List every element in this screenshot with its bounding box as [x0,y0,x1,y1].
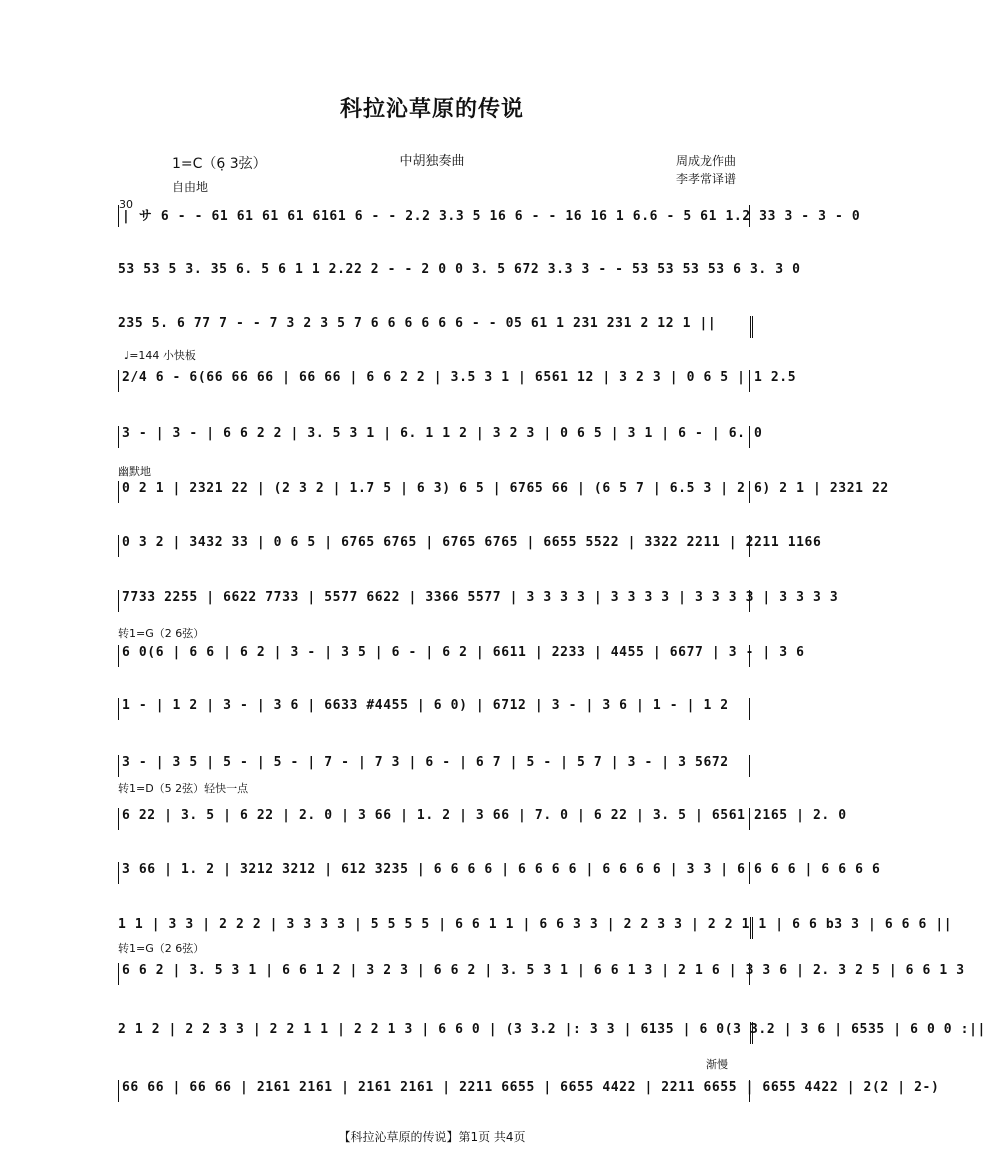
key-signature: 1=C（6̣ 3弦） [172,156,267,172]
page-footer: 【科拉沁草原的传说】第1页 共4页 [338,1130,526,1144]
score-row-14: 1 1 | 3 3 | 2 2 2 | 3 3 3 3 | 5 5 5 5 | 6 6 1 1 | 6 6 3 3 | 2 2 3 3 | 2 2 1 1 | 6 6 b3 3 | 6 6 6 || [118,917,753,939]
score-row-7: 0 3 2 | 3432 33 | 0 6 5 | 6765 6765 | 6765 6765 | 6655 5522 | 3322 2211 | 2211 1166 [118,535,750,557]
score-row-6: 0 2 1 | 2321 22 | (2 3 2 | 1.7 5 | 6 3) 6 5 | 6765 66 | (6 5 7 | 6.5 3 | 2 6) 2 1 | 2321 22 [118,481,750,503]
tempo-marking-free: 自由地 [172,180,209,194]
score-row-13: 3 66 | 1. 2 | 3212 3212 | 612 3235 | 6 6 6 6 | 6 6 6 6 | 6 6 6 6 | 3 3 | 6 6 6 6 | 6 6 6 6 [118,862,750,884]
score-row-2: 53 53 5 3. 35 6. 5 6 1 1 2.22 2 - - 2 0 0 3. 5 672 3.3 3 - - 53 53 53 53 6 3. 3 0 [118,262,801,277]
score-row-4: 2/4 6 - 6(66 66 66 | 66 66 | 6 6 2 2 | 3.5 3 1 | 6561 12 | 3 2 3 | 0 6 5 | 1 2.5 [118,370,750,392]
key-change-g: 转1=G（2 6弦） [118,627,205,640]
tempo-marking-fast: ♩=144 小快板 [124,349,196,362]
score-row-11: 3 - | 3 5 | 5 - | 5 - | 7 - | 7 3 | 6 - | 6 7 | 5 - | 5 7 | 3 - | 3 5672 [118,755,750,777]
arranger-credit: 李孝常译谱 [676,172,737,186]
expression-humorous: 幽默地 [118,465,151,478]
score-row-5: 3 - | 3 - | 6 6 2 2 | 3. 5 3 1 | 6. 1 1 2 | 3 2 3 | 0 6 5 | 3 1 | 6 - | 6. 0 [118,426,750,448]
score-row-8: 7733 2255 | 6622 7733 | 5577 6622 | 3366 5577 | 3 3 3 3 | 3 3 3 3 | 3 3 3 3 | 3 3 3 3 [118,590,750,612]
score-row-3: 235 5. 6 77 7 - - 7 3 2 3 5 7 6 6 6 6 6 6 - - 05 61 1 231 231 2 12 1 || [118,316,753,338]
score-row-10: 1 - | 1 2 | 3 - | 3 6 | 6633 #4455 | 6 0) | 6712 | 3 - | 3 6 | 1 - | 1 2 [118,698,750,720]
key-change-g-second: 转1=G（2 6弦） [118,942,205,955]
score-row-1: | サ 6 - - 61 61 61 61 6161 6 - - 2.2 3.3 5 16 6 - - 16 16 1 6.6 - 5 61 1.2 33 3 - 3 - 0 [118,205,750,227]
key-change-d: 转1=D（5 2弦）轻快一点 [118,782,249,795]
score-row-15: 6 6 2 | 3. 5 3 1 | 6 6 1 2 | 3 2 3 | 6 6 2 | 3. 5 3 1 | 6 6 1 3 | 2 1 6 | 3 3 6 | 2. 3 2 5 | 6 6 1 3 [118,963,750,985]
subtitle: 中胡独奏曲 [399,154,465,169]
score-row-12: 6 22 | 3. 5 | 6 22 | 2. 0 | 3 66 | 1. 2 | 3 66 | 7. 0 | 6 22 | 3. 5 | 6561 2165 | 2. 0 [118,808,750,830]
score-row-17: 66 66 | 66 66 | 2161 2161 | 2161 2161 | 2211 6655 | 6655 4422 | 2211 6655 | 6655 4422 | 2(2 | 2-) [118,1080,750,1102]
measure-number: 30 [119,198,133,211]
score-row-16: 2 1 2 | 2 2 3 3 | 2 2 1 1 | 2 2 1 3 | 6 6 0 | (3 3.2 |: 3 3 | 6135 | 6 0(3 3.2 | 3 6 | 6535 | 6 0 0 :|| [118,1022,753,1044]
page-title: 科拉沁草原的传说 [339,97,524,122]
composer-credit: 周成龙作曲 [676,154,737,168]
score-row-9: 6 0(6 | 6 6 | 6 2 | 3 - | 3 5 | 6 - | 6 2 | 6611 | 2233 | 4455 | 6677 | 3 - | 3 6 [118,645,750,667]
expression-slowing: 渐慢 [706,1058,728,1071]
